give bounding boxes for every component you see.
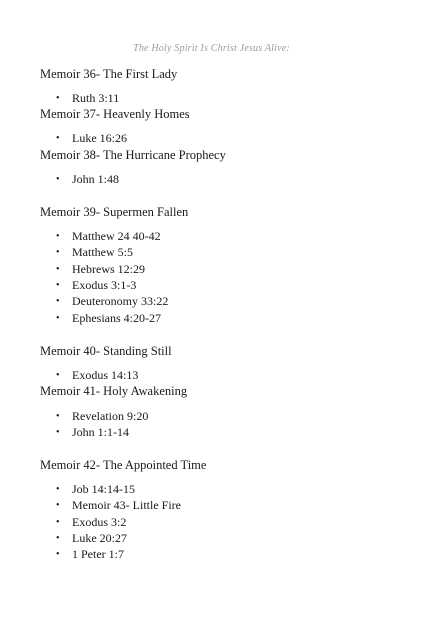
bullet-icon: • bbox=[56, 427, 60, 438]
scripture-reference: John 1:1-14 bbox=[72, 425, 129, 439]
section-heading: Memoir 40- Standing Still bbox=[40, 344, 172, 358]
bullet-icon: • bbox=[56, 500, 60, 511]
section-heading: Memoir 39- Supermen Fallen bbox=[40, 205, 189, 219]
scripture-reference: Deuteronomy 33:22 bbox=[72, 294, 169, 308]
bullet-icon: • bbox=[56, 370, 60, 381]
running-header: The Holy Spirit Is Christ Jesus Alive: bbox=[133, 43, 290, 54]
scripture-reference: Hebrews 12:29 bbox=[72, 262, 145, 276]
scripture-reference: Luke 16:26 bbox=[72, 131, 127, 145]
scripture-reference: Job 14:14-15 bbox=[72, 482, 135, 496]
bullet-icon: • bbox=[56, 280, 60, 291]
section-heading: Memoir 36- The First Lady bbox=[40, 67, 178, 81]
bullet-icon: • bbox=[56, 533, 60, 544]
scripture-reference: Matthew 5:5 bbox=[72, 245, 133, 259]
bullet-icon: • bbox=[56, 484, 60, 495]
bullet-icon: • bbox=[56, 313, 60, 324]
scripture-reference: Revelation 9:20 bbox=[72, 409, 149, 423]
section-heading: Memoir 42- The Appointed Time bbox=[40, 458, 207, 472]
bullet-icon: • bbox=[56, 517, 60, 528]
scripture-reference: Exodus 14:13 bbox=[72, 368, 139, 382]
scripture-reference: Exodus 3:1-3 bbox=[72, 278, 137, 292]
scripture-reference: John 1:48 bbox=[72, 172, 120, 186]
bullet-icon: • bbox=[56, 296, 60, 307]
bullet-icon: • bbox=[56, 231, 60, 242]
scripture-reference: Memoir 43- Little Fire bbox=[72, 498, 181, 512]
scripture-reference: Ephesians 4:20-27 bbox=[72, 311, 161, 325]
section-heading: Memoir 41- Holy Awakening bbox=[40, 384, 188, 398]
bullet-icon: • bbox=[56, 133, 60, 144]
bullet-icon: • bbox=[56, 174, 60, 185]
bullet-icon: • bbox=[56, 93, 60, 104]
scripture-reference: Matthew 24 40-42 bbox=[72, 229, 161, 243]
scripture-reference: Luke 20:27 bbox=[72, 531, 127, 545]
scripture-reference: 1 Peter 1:7 bbox=[72, 547, 124, 561]
bullet-icon: • bbox=[56, 549, 60, 560]
bullet-icon: • bbox=[56, 264, 60, 275]
scripture-reference: Ruth 3:11 bbox=[72, 91, 120, 105]
section-heading: Memoir 38- The Hurricane Prophecy bbox=[40, 148, 226, 162]
bullet-icon: • bbox=[56, 411, 60, 422]
section-heading: Memoir 37- Heavenly Homes bbox=[40, 107, 190, 121]
scripture-reference: Exodus 3:2 bbox=[72, 515, 127, 529]
bullet-icon: • bbox=[56, 247, 60, 258]
